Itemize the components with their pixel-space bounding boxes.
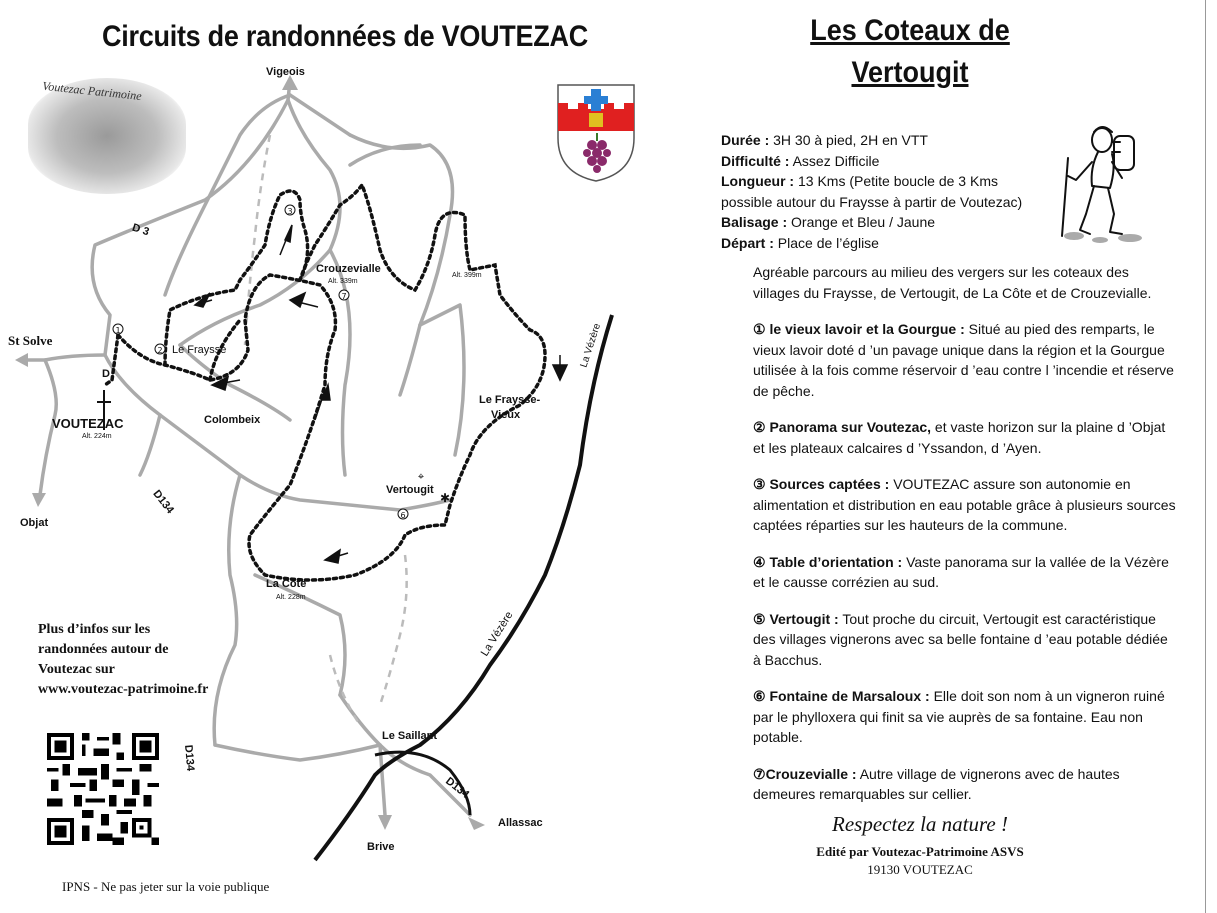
point-1: ① le vieux lavoir et la Gourgue : Situé au pied des remparts, le vieux lavoir doté d ’un pavage unique dans la région et la Gourgue utilisée à la fois comme réservoir d ’eau contre l ’incendie et réserve de pêche. [753, 321, 1174, 399]
road-arrows [15, 75, 485, 830]
fact-length: Longueur : 13 Kms (Petite boucle de 3 Kms [721, 173, 998, 189]
svg-text:✱: ✱ [439, 491, 451, 505]
qr-code[interactable] [47, 733, 159, 845]
ipns-notice: IPNS - Ne pas jeter sur la voie publique [62, 879, 270, 894]
road-d134-label-b: D134 [182, 744, 197, 772]
voutezac-altitude: Alt. 224m [82, 433, 112, 440]
hiking-trail [105, 185, 545, 580]
place-le-saillant: Le Saillant [382, 730, 438, 742]
publisher [760, 843, 1080, 879]
publisher-line-1: Edité par Voutezac-Patrimoine ASVS [816, 844, 1024, 859]
map-title: Circuits de randonnées de VOUTEZAC [102, 20, 588, 53]
info-line: Plus d’infos sur les [38, 622, 151, 637]
place-vertougit: Vertougit [386, 484, 434, 496]
respect-nature: Respectez la nature ! [832, 812, 1008, 836]
place-voutezac: VOUTEZAC [52, 416, 124, 431]
info-line: randonnées autour de [38, 642, 169, 657]
point-7: ⑦Crouzevialle : Autre village de vignerons avec de hautes demeures remarquables sur cellier. [753, 765, 1120, 802]
river-label-1: La Vézère [578, 322, 604, 369]
place-le-fraysse: Le Fraysse [172, 344, 227, 356]
start-marker: D [102, 368, 110, 380]
place-colombeix: Colombeix [204, 414, 261, 426]
intro-text: Agréable parcours au milieu des vergers sur les coteaux des villages du Fraysse, de Vertougit, de La Côte et de Crouzevialle. [753, 264, 1152, 301]
svg-text:1: 1 [115, 326, 121, 335]
road-d3-label: D 3 [130, 221, 151, 239]
place-allassac: Allassac [498, 817, 543, 829]
fact-difficulty: Difficulté : Assez Difficile [721, 152, 880, 169]
svg-text:6: 6 [400, 511, 406, 520]
fact-marking: Balisage : Orange et Bleu / Jaune [721, 214, 936, 230]
river-label-2: La Vézère [478, 609, 516, 659]
place-brive: Brive [367, 841, 395, 853]
point-6: ⑥ Fontaine de Marsaloux : Elle doit son nom à un vigneron ruiné par le phylloxera qui finit sa vie auprès de sa fontaine. Eau non potable. [753, 688, 1165, 745]
title-line-1: Les Coteaux de [810, 14, 1010, 47]
svg-text:7: 7 [341, 292, 347, 301]
hiker-icon [1050, 118, 1150, 246]
info-line: Voutezac sur [38, 662, 115, 677]
svg-text:2: 2 [157, 346, 163, 355]
fact-duration: Durée : 3H 30 à pied, 2H en VTT [721, 132, 928, 148]
circuit-description [753, 262, 1178, 821]
place-objat: Objat [20, 517, 49, 529]
crouzevialle-altitude: Alt. 339m [328, 278, 358, 285]
altitude-399: Alt. 399m [452, 272, 482, 279]
place-la-cote: La Côte [266, 578, 307, 590]
svg-text:⌖: ⌖ [417, 470, 425, 483]
place-st-solve: St Solve [8, 333, 53, 348]
circuit-facts [721, 130, 1041, 253]
road-d134-label-a: D134 [150, 487, 176, 517]
svg-text:3: 3 [287, 207, 293, 216]
place-crouzevialle: Crouzevialle [316, 263, 381, 275]
point-2: ② Panorama sur Voutezac, et vaste horizon sur la plaine d ’Objat et les plateaux calcaires d ’Yssandon, d ’Ayen. [753, 419, 1166, 456]
la-cote-altitude: Alt. 228m [276, 594, 306, 601]
logo-text: Voutezac Patrimoine [41, 78, 143, 104]
fact-length-cont: possible autour du Fraysse à partir de Voutezac) [721, 193, 1023, 210]
website-link[interactable]: www.voutezac-patrimoine.fr [38, 682, 209, 697]
place-le-fraysse-vieux-2: Vieux [491, 409, 521, 421]
point-5: ⑤ Vertougit : Tout proche du circuit, Vertougit est caractéristique des villages vignerons avec sa belle fontaine d ’eau potable dédiée à Bacchus. [753, 610, 1168, 668]
frame-edge [1205, 0, 1206, 913]
road-d134-label-c: D134 [443, 775, 472, 801]
more-info [38, 620, 208, 700]
fact-start: Départ : Place de l’église [721, 234, 879, 251]
place-vigeois: Vigeois [266, 66, 305, 78]
publisher-line-2: 19130 VOUTEZAC [867, 862, 973, 877]
circuit-title [757, 10, 1063, 94]
road-network [20, 80, 470, 815]
point-4: ④ Table d’orientation : Vaste panorama sur la vallée de la Vézère et le causse corrézien au sud. [753, 553, 1169, 590]
place-le-fraysse-vieux-1: Le Fraysse- [479, 394, 541, 406]
title-line-2: Vertougit [851, 56, 969, 89]
point-3: ③ Sources captées : VOUTEZAC assure son autonomie en alimentation et distribution en eau potable grâce à plusieurs sources captées réparties sur les hauteurs de la commune. [753, 476, 1176, 533]
